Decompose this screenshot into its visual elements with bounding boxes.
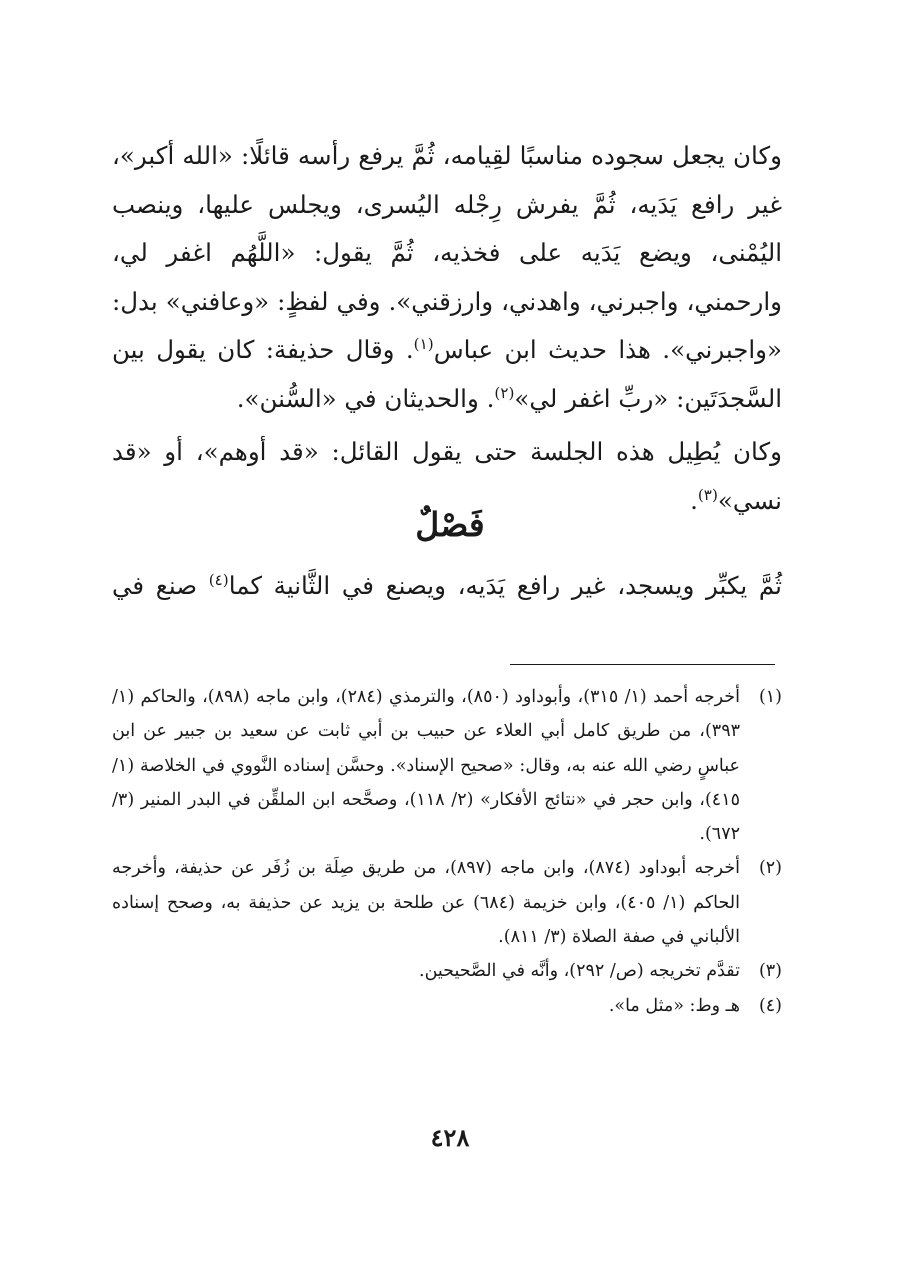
footnote-number: (٤) [758, 995, 782, 1016]
paragraph-1-text: وكان يجعل سجوده مناسبًا لقِيامه، ثُمَّ يرفع رأسه قائلًا: «الله أكبر»، غير رافع يَدَيه، ثُمَّ يفرش رِجْله اليُسرى، ويجلس عليها، وينصب اليُمْنى، ويضع يَدَيه على فخذيه، ثُمَّ يقول: «اللَّهُم اغفر لي، وارحمني، واجبرني، واهدني، وارزقني». وفي لفظٍ: «وعافني» بدل: «واجبرني». هذا حديث ابن عباس [112, 141, 782, 364]
footnote-text: هـ وط: «مثل ما». [608, 995, 740, 1016]
paragraph-1 [112, 132, 782, 423]
section-title: فَصْلٌ [415, 505, 485, 544]
footnote-text: أخرجه أحمد (١/ ٣١٥)، وأبوداود (٨٥٠)، والترمذي (٢٨٤)، وابن ماجه (٨٩٨)، والحاكم (١/ ٣٩٣)، من طريق كامل أبي العلاء عن حبيب بن أبي ثابت عن سعيد بن جبير عن ابن عباسٍ رضي الله عنه به، وقال: «صحيح الإسناد». وحسَّن إسناده النَّووي في الخلاصة (١/ ٤١٥)، وابن حجر في «نتائج الأفكار» (٢/ ١١٨)، وصحَّحه ابن الملقِّن في البدر المنير (٣/ ٦٧٢). [112, 687, 740, 845]
paragraph-1-end: . والحديثان في «السُّنن». [236, 383, 495, 413]
page-number: ٤٢٨ [430, 1123, 470, 1152]
section-body [112, 562, 782, 610]
footnote-number: (١) [758, 687, 782, 707]
footnote-number: (٣) [758, 961, 782, 982]
paragraph-1-continuation: . وقال حذيفة: كان يقول بين السَّجدَتَين: «ربِّ اغفر لي» [112, 335, 782, 413]
footnote-1 [112, 680, 782, 851]
footnote-ref-3[interactable]: (٣) [697, 485, 718, 504]
section-text-end: صنع في [112, 571, 209, 600]
footnote-text: أخرجه أبوداود (٨٧٤)، وابن ماجه (٨٩٧)، من طريق صِلَة بن زُفَر عن حذيفة، وأخرجه الحاكم (١/ ٤٠٥)، وابن خزيمة (٦٨٤) عن طلحة بن يزيد عن حذيفة به، وصحح إسناده الألباني في صفة الصلاة (٣/ ٨١١). [112, 858, 740, 948]
footnote-ref-4[interactable]: (٤) [208, 570, 229, 589]
footnote-ref-2[interactable]: (٢) [494, 383, 515, 402]
footnote-2 [112, 851, 782, 954]
footnote-ref-1[interactable]: (١) [413, 334, 434, 353]
footnotes [112, 680, 782, 1023]
footnote-text: تقدَّم تخريجه (ص/ ٢٩٢)، وأنَّه في الصَّحيحين. [419, 961, 740, 982]
section-text-start: ثُمَّ يكبِّر ويسجد، غير رافع يَدَيه، ويصنع في الثَّانية كما [228, 571, 782, 600]
paragraph-2-end: . [690, 485, 698, 515]
main-text [112, 132, 782, 525]
footnote-number: (٢) [758, 858, 782, 879]
paragraph-2-text: وكان يُطِيل هذه الجلسة حتى يقول القائل: «قد أوهم»، أو «قد نسي» [112, 437, 782, 515]
footnote-4 [112, 989, 782, 1023]
footnote-divider [510, 664, 775, 665]
footnote-3 [112, 954, 782, 988]
